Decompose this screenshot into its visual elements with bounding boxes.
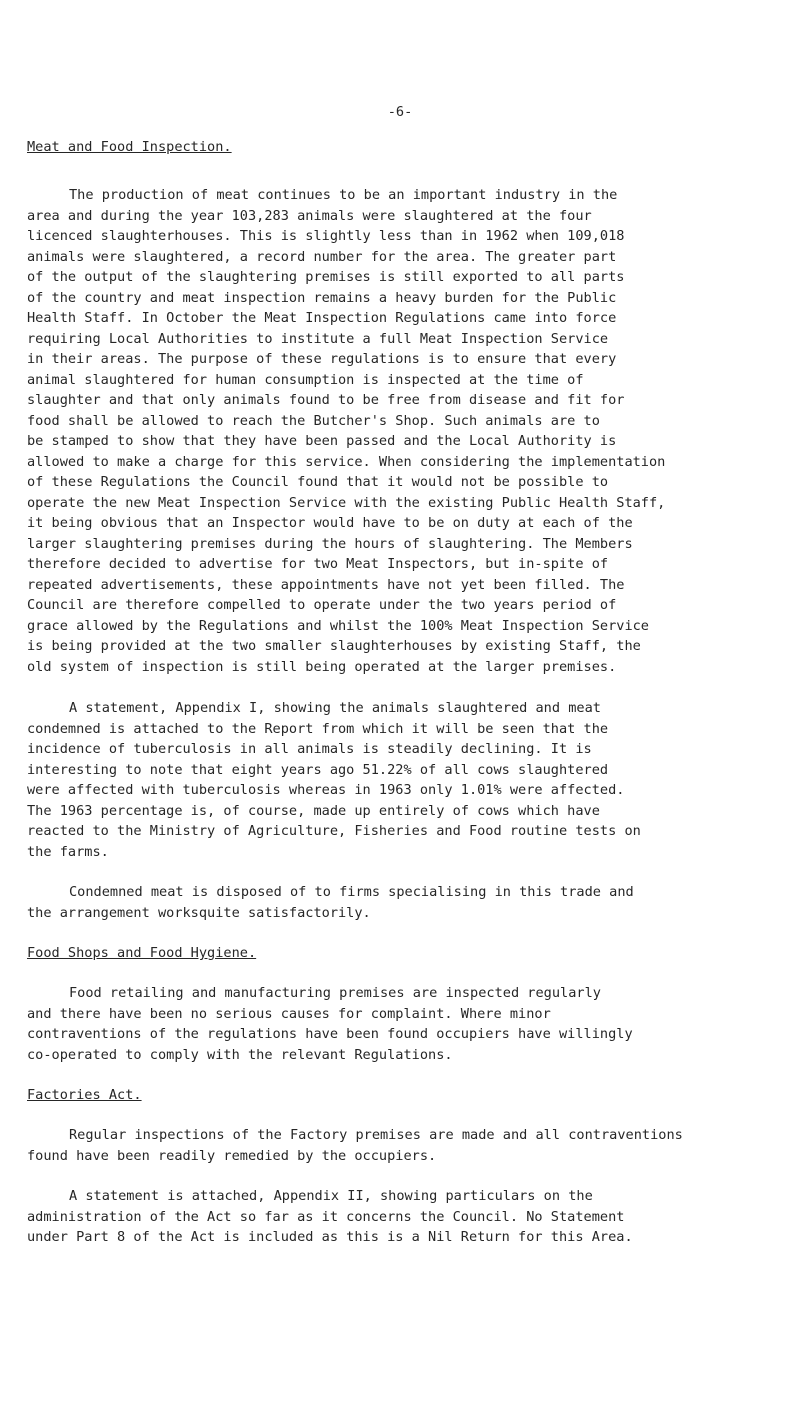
paragraph: Condemned meat is disposed of to firms specialising in this trade and the arrangement worksquite satisfactorily. [27, 884, 634, 921]
paragraph: Regular inspections of the Factory premises are made and all contraventions found have been readily remedied by the occupiers. [27, 1127, 683, 1164]
section-food-hygiene [27, 943, 797, 1065]
section-meat-inspection [27, 137, 797, 923]
section-heading: Meat and Food Inspection. [27, 139, 232, 155]
paragraph: A statement, Appendix I, showing the animals slaughtered and meat condemned is attached to the Report from which it will be seen that the incidence of tuberculosis in all animals is steadily declining. It is interesting to note that eight years ago 51.22% of all cows slaughtered were affected with tuberculosis whereas in 1963 only 1.01% were affected. The 1963 percentage is, of course, made up entirely of cows which have reacted to the Ministry of Agriculture, Fisheries and Food routine tests on the farms. [27, 700, 641, 860]
paragraph: The production of meat continues to be an important industry in the area and during the year 103,283 animals were slaughtered at the four licenced slaughterhouses. This is slightly less than in 1962 when 109,018 animals were slaughtered, a record number for the area. The greater part of the output of the slaughtering premises is still exported to all parts of the country and meat inspection remains a heavy burden for the Public Health Staff. In October the Meat Inspection Regulations came into force requiring Local Authorities to institute a full Meat Inspection Service in their areas. The purpose of these regulations is to ensure that every animal slaughtered for human consumption is inspected at the time of slaughter and that only animals found to be free from disease and fit for food shall be allowed to reach the Butcher's Shop. Such animals are to be stamped to show that they have been passed and the Local Authority is allowed to make a charge for this service. When considering the implementation of these Regulations the Council found that it would not be possible to operate the new Meat Inspection Service with the existing Public Health Staff, it being obvious that an Inspector would have to be on duty at each of the larger slaughtering premises during the hours of slaughtering. The Members therefore decided to advertise for two Meat Inspectors, but in-spite of repeated advertisements, these appointments have not yet been filled. The Council are therefore compelled to operate under the two years period of grace allowed by the Regulations and whilst the 100% Meat Inspection Service is being provided at the two smaller slaughterhouses by existing Staff, the old system of inspection is still being operated at the larger premises. [27, 187, 666, 675]
page-number: -6- [387, 104, 413, 120]
paragraph: Food retailing and manufacturing premises are inspected regularly and there have been no serious causes for complaint. Where minor contraventions of the regulations have been found occupiers have willingly co-operated to comply with the relevant Regulations. [27, 985, 633, 1063]
paragraph: A statement is attached, Appendix II, showing particulars on the administration of the Act so far as it concerns the Council. No Statement under Part 8 of the Act is included as this is a Nil Return for this Area. [27, 1188, 633, 1245]
document-body [27, 137, 797, 1248]
section-heading: Food Shops and Food Hygiene. [27, 945, 257, 961]
section-factories-act [27, 1085, 797, 1248]
section-heading: Factories Act. [27, 1087, 142, 1103]
